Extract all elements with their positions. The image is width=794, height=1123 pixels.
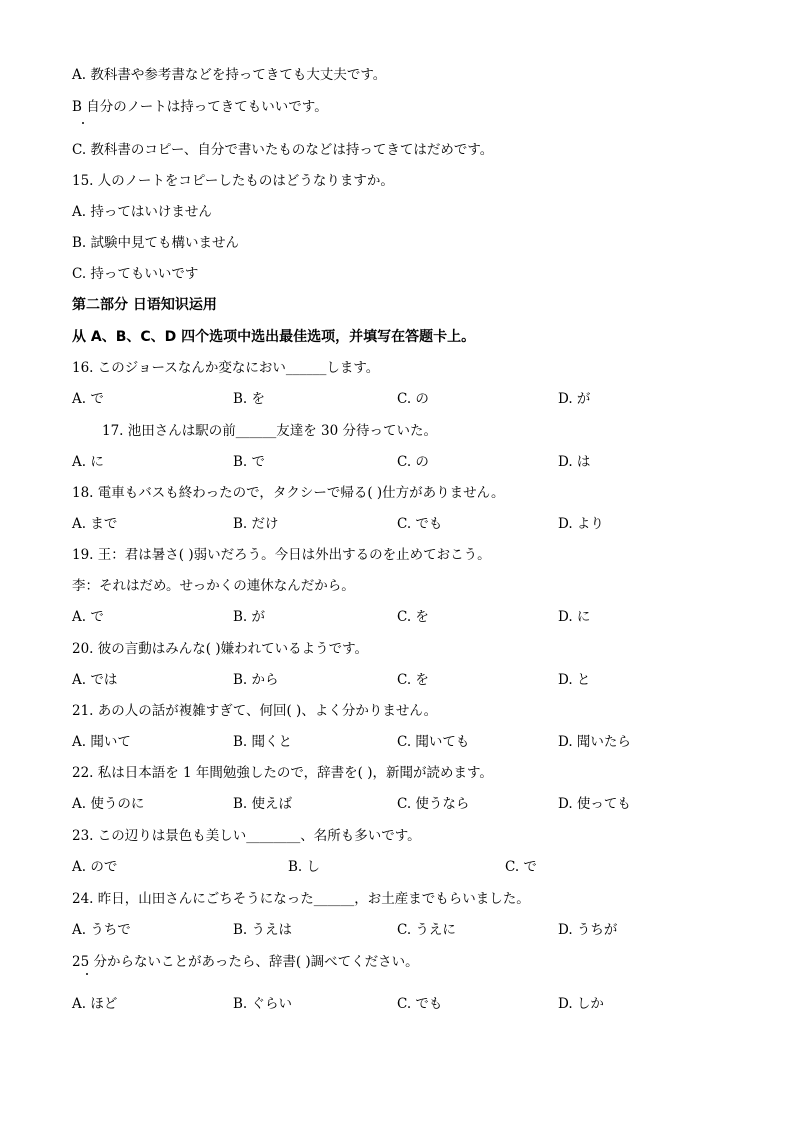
q25-option-c: C. でも [397, 996, 443, 1012]
q24-option-b: B. うえは [233, 922, 293, 938]
question-19-line2: 李：それはだめ。せっかくの連休なんだから。 [72, 578, 355, 594]
q20-option-d: D. と [558, 672, 591, 688]
stray-dot [86, 973, 88, 975]
q19-option-b: B. が [233, 609, 266, 625]
q20-option-c: C. を [397, 672, 429, 688]
q21-option-b: B. 聞くと [233, 734, 293, 750]
q17-option-d: D. は [558, 454, 591, 470]
q23-option-c: C. で [505, 859, 537, 875]
q18-option-d: D. より [558, 516, 604, 532]
q19-option-a: A. で [72, 609, 104, 625]
q18-option-a: A. まで [72, 516, 118, 532]
q16-option-b: B. を [233, 391, 266, 407]
q22-option-a: A. 使うのに [72, 796, 145, 812]
q21-option-c: C. 聞いても [397, 734, 470, 750]
prev-option-b: B 自分のノートは持ってきてもいいです。 [72, 99, 328, 115]
q21-option-d: D. 聞いたら [558, 734, 631, 750]
q19-option-d: D. に [558, 609, 591, 625]
q16-option-c: C. の [397, 391, 429, 407]
q18-option-b: B. だけ [233, 516, 279, 532]
q16-option-d: D. が [558, 391, 591, 407]
question-24: 24. 昨日，山田さんにごちそうになった______，お土産までもらいました。 [72, 891, 530, 907]
q24-option-c: C. うえに [397, 922, 456, 938]
q17-option-c: C. の [397, 454, 429, 470]
q19-options [72, 608, 772, 626]
question-22: 22. 私は日本語を 1 年間勉強したので，辞書を( )，新聞が読めます。 [72, 765, 493, 781]
q19-option-c: C. を [397, 609, 429, 625]
q25-options [72, 995, 772, 1013]
q20-option-b: B. から [233, 672, 279, 688]
question-20: 20. 彼の言動はみんな( )嫌われているようです。 [72, 641, 369, 657]
question-23: 23. この辺りは景色も美しい________、名所も多いです。 [72, 828, 421, 844]
q22-option-c: C. 使うなら [397, 796, 470, 812]
question-19: 19. 王：君は暑さ( )弱いだろう。今日は外出するのを止めておこう。 [72, 547, 491, 563]
q20-option-a: A. では [72, 672, 118, 688]
q24-option-a: A. うちで [72, 922, 131, 938]
q16-options [72, 390, 772, 408]
section-instruction: 从 A、B、C、D 四个选项中选出最佳选项，并填写在答题卡上。 [72, 329, 476, 345]
q25-option-a: A. ほど [72, 996, 118, 1012]
q24-option-d: D. うちが [558, 922, 618, 938]
q18-options [72, 515, 772, 533]
q23-options [72, 858, 772, 876]
q16-option-a: A. で [72, 391, 104, 407]
q25-option-d: D. しか [558, 996, 604, 1012]
q22-option-b: B. 使えば [233, 796, 293, 812]
q15-option-b: B. 試験中見ても構いません [72, 235, 240, 251]
q24-options [72, 921, 772, 939]
question-18: 18. 電車もバスも終わったので，タクシーで帰る( )仕方がありません。 [72, 485, 505, 501]
q15-option-c: C. 持ってもいいです [72, 266, 199, 282]
stray-dot [82, 122, 84, 124]
prev-option-c: C. 教科書のコピー、自分で書いたものなどは持ってきてはだめです。 [72, 142, 494, 158]
question-21: 21. あの人の話が複雑すぎて、何回( )、よく分かりません。 [72, 703, 438, 719]
question-15: 15. 人のノートをコピーしたものはどうなりますか。 [72, 173, 394, 189]
question-25: 25 分からないことがあったら、辞書( )調べてください。 [72, 954, 419, 970]
q17-options [72, 453, 772, 471]
q21-options [72, 733, 772, 751]
q23-option-b: B. し [288, 859, 321, 875]
question-16: 16. このジョースなんか変なにおい______します。 [72, 360, 380, 376]
q22-option-d: D. 使っても [558, 796, 631, 812]
q20-options [72, 671, 772, 689]
question-17: 17. 池田さんは駅の前______友達を 30 分待っていた。 [102, 423, 438, 439]
q23-option-a: A. ので [72, 859, 118, 875]
q21-option-a: A. 聞いて [72, 734, 131, 750]
section-title: 第二部分 日语知识运用 [72, 297, 217, 313]
q15-option-a: A. 持ってはいけません [72, 204, 212, 220]
prev-option-a: A. 教科書や参考書などを持ってきても大丈夫です。 [72, 67, 387, 83]
q25-option-b: B. ぐらい [233, 996, 293, 1012]
q22-options [72, 795, 772, 813]
q18-option-c: C. でも [397, 516, 443, 532]
q17-option-b: B. で [233, 454, 266, 470]
q17-option-a: A. に [72, 454, 104, 470]
